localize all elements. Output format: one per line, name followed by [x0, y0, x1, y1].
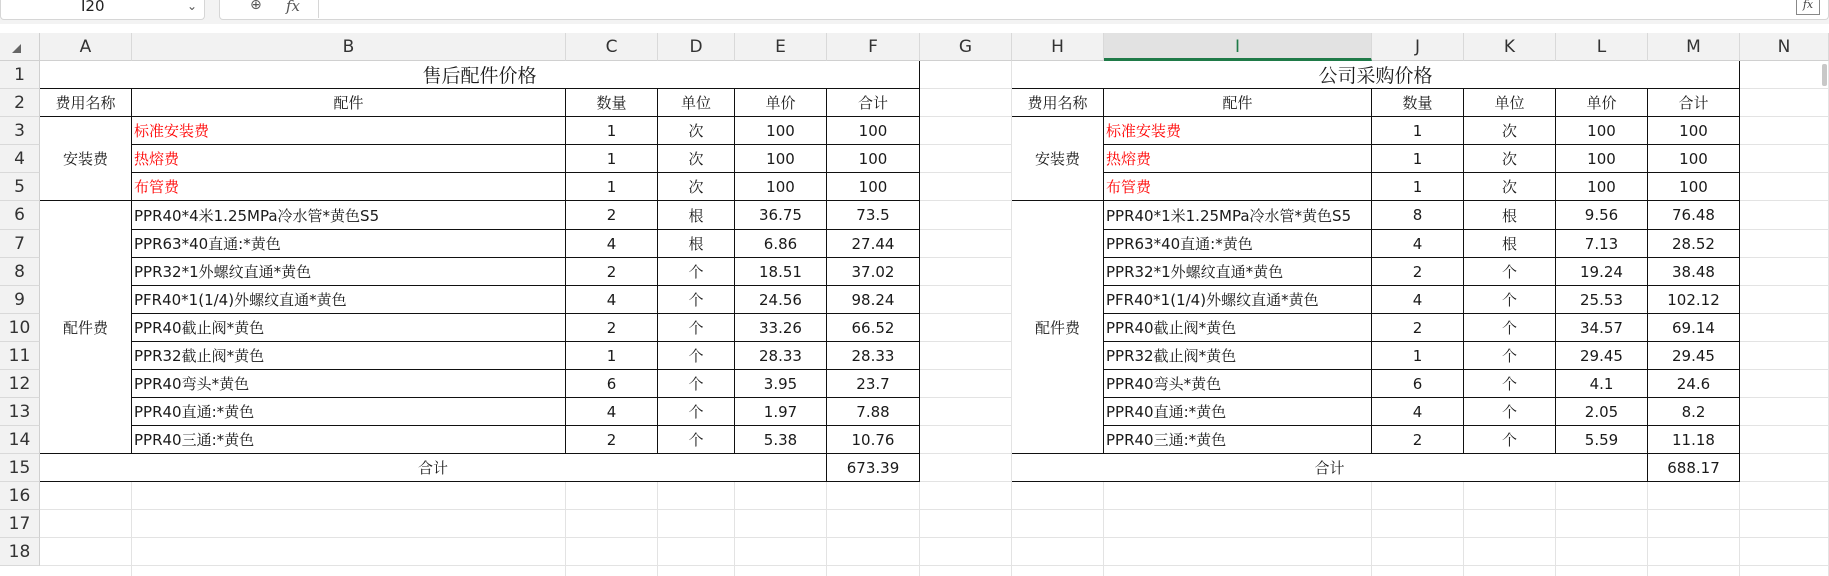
- item-unit: 次: [1464, 145, 1556, 173]
- item-qty: 8: [1372, 201, 1464, 230]
- item-qty: 2: [566, 201, 658, 230]
- item-name: PPR40三通:*黄色: [132, 426, 566, 454]
- item-qty: 1: [1372, 117, 1464, 145]
- item-price: 7.13: [1556, 230, 1648, 258]
- item-price: 25.53: [1556, 286, 1648, 314]
- item-unit: 根: [1464, 230, 1556, 258]
- item-name: PPR40三通:*黄色: [1104, 426, 1372, 454]
- item-price: 36.75: [735, 201, 827, 230]
- item-name: PPR40弯头*黄色: [1104, 370, 1372, 398]
- row-header-17[interactable]: 17: [0, 510, 40, 538]
- item-total: 11.18: [1648, 426, 1740, 454]
- item-unit: 次: [1464, 173, 1556, 201]
- item-name: PPR63*40直通:*黄色: [1104, 230, 1372, 258]
- zoom-icon[interactable]: ⊕: [250, 0, 262, 13]
- item-qty: 4: [1372, 286, 1464, 314]
- item-unit: 次: [1464, 117, 1556, 145]
- item-qty: 1: [566, 117, 658, 145]
- item-total: 10.76: [827, 426, 920, 454]
- group-label-parts: 配件费: [1012, 201, 1104, 454]
- group-label-install: 安装费: [1012, 117, 1104, 201]
- row-header-15[interactable]: 15: [0, 454, 40, 482]
- sum-value: 673.39: [827, 454, 920, 482]
- item-price: 2.05: [1556, 398, 1648, 426]
- item-total: 24.6: [1648, 370, 1740, 398]
- item-name: 标准安装费: [1104, 117, 1372, 145]
- item-price: 33.26: [735, 314, 827, 342]
- row-header-8[interactable]: 8: [0, 258, 40, 286]
- function-icon[interactable]: fx: [286, 0, 301, 15]
- row-header-18[interactable]: 18: [0, 538, 40, 566]
- item-unit: 个: [658, 426, 735, 454]
- item-qty: 1: [566, 145, 658, 173]
- chevron-down-icon[interactable]: ⌄: [187, 0, 198, 13]
- item-price: 100: [735, 145, 827, 173]
- item-price: 19.24: [1556, 258, 1648, 286]
- item-qty: 1: [1372, 342, 1464, 370]
- item-name: PPR32*1外螺纹直通*黄色: [1104, 258, 1372, 286]
- column-heading: 单位: [1464, 89, 1556, 117]
- column-header-l[interactable]: L: [1556, 33, 1648, 61]
- item-unit: 个: [658, 398, 735, 426]
- table-title: 公司采购价格: [1012, 61, 1740, 89]
- row-header-5[interactable]: 5: [0, 173, 40, 201]
- row-header-2[interactable]: 2: [0, 89, 40, 117]
- row-header-12[interactable]: 12: [0, 370, 40, 398]
- row-header-7[interactable]: 7: [0, 230, 40, 258]
- item-qty: 2: [1372, 314, 1464, 342]
- item-total: 100: [827, 145, 920, 173]
- item-price: 6.86: [735, 230, 827, 258]
- item-unit: 个: [658, 370, 735, 398]
- item-total: 102.12: [1648, 286, 1740, 314]
- item-total: 28.33: [827, 342, 920, 370]
- item-total: 100: [1648, 173, 1740, 201]
- item-name: PPR40弯头*黄色: [132, 370, 566, 398]
- row-header-11[interactable]: 11: [0, 342, 40, 370]
- item-qty: 4: [566, 286, 658, 314]
- item-name: PPR63*40直通:*黄色: [132, 230, 566, 258]
- item-unit: 根: [1464, 201, 1556, 230]
- item-price: 9.56: [1556, 201, 1648, 230]
- item-unit: 根: [658, 230, 735, 258]
- row-header-1[interactable]: 1: [0, 61, 40, 89]
- name-box-value: I20: [81, 0, 105, 15]
- item-total: 98.24: [827, 286, 920, 314]
- item-name: PPR40截止阀*黄色: [132, 314, 566, 342]
- group-label-parts: 配件费: [40, 201, 132, 454]
- item-price: 5.59: [1556, 426, 1648, 454]
- sum-label: 合计: [1012, 454, 1648, 482]
- item-total: 76.48: [1648, 201, 1740, 230]
- item-price: 34.57: [1556, 314, 1648, 342]
- item-total: 100: [1648, 117, 1740, 145]
- item-qty: 6: [1372, 370, 1464, 398]
- item-unit: 个: [658, 314, 735, 342]
- item-unit: 次: [658, 145, 735, 173]
- sum-value: 688.17: [1648, 454, 1740, 482]
- column-header-c[interactable]: C: [566, 33, 658, 61]
- item-name: PPR32截止阀*黄色: [132, 342, 566, 370]
- gridline-h: [40, 565, 1829, 566]
- item-price: 100: [1556, 117, 1648, 145]
- column-heading: 单位: [658, 89, 735, 117]
- item-total: 100: [1648, 145, 1740, 173]
- item-name: PPR40直通:*黄色: [1104, 398, 1372, 426]
- item-price: 29.45: [1556, 342, 1648, 370]
- column-header-m[interactable]: M: [1648, 33, 1740, 61]
- item-total: 23.7: [827, 370, 920, 398]
- column-header-b[interactable]: B: [132, 33, 566, 61]
- column-heading: 合计: [1648, 89, 1740, 117]
- column-heading: 数量: [566, 89, 658, 117]
- table-title: 售后配件价格: [40, 61, 920, 89]
- item-total: 38.48: [1648, 258, 1740, 286]
- column-header-h[interactable]: H: [1012, 33, 1104, 61]
- item-name: PPR32截止阀*黄色: [1104, 342, 1372, 370]
- item-unit: 次: [658, 117, 735, 145]
- row-header-3[interactable]: 3: [0, 117, 40, 145]
- item-qty: 2: [566, 426, 658, 454]
- row-header-9[interactable]: 9: [0, 286, 40, 314]
- item-total: 100: [827, 173, 920, 201]
- column-heading: 单价: [735, 89, 827, 117]
- gridline-h: [40, 537, 1829, 538]
- column-header-a[interactable]: A: [40, 33, 132, 61]
- item-qty: 1: [566, 342, 658, 370]
- item-total: 28.52: [1648, 230, 1740, 258]
- item-qty: 4: [1372, 398, 1464, 426]
- row-header-6[interactable]: 6: [0, 201, 40, 230]
- row-header-4[interactable]: 4: [0, 145, 40, 173]
- row-header-16[interactable]: 16: [0, 482, 40, 510]
- item-unit: 根: [658, 201, 735, 230]
- vertical-scrollbar[interactable]: [1822, 64, 1827, 86]
- item-qty: 4: [1372, 230, 1464, 258]
- select-all-icon: [12, 44, 21, 53]
- item-name: PPR40直通:*黄色: [132, 398, 566, 426]
- column-heading: 配件: [132, 89, 566, 117]
- item-total: 7.88: [827, 398, 920, 426]
- item-qty: 1: [566, 173, 658, 201]
- item-qty: 1: [1372, 173, 1464, 201]
- item-price: 100: [735, 117, 827, 145]
- item-name: PPR40*1米1.25MPa冷水管*黄色S5: [1104, 201, 1372, 230]
- item-total: 37.02: [827, 258, 920, 286]
- item-price: 5.38: [735, 426, 827, 454]
- item-price: 3.95: [735, 370, 827, 398]
- item-name: 标准安装费: [132, 117, 566, 145]
- item-unit: 个: [658, 342, 735, 370]
- item-qty: 6: [566, 370, 658, 398]
- item-name: PFR40*1(1/4)外螺纹直通*黄色: [132, 286, 566, 314]
- item-unit: 个: [1464, 426, 1556, 454]
- item-unit: 个: [1464, 286, 1556, 314]
- item-unit: 个: [1464, 258, 1556, 286]
- item-qty: 2: [566, 314, 658, 342]
- item-name: PPR40截止阀*黄色: [1104, 314, 1372, 342]
- item-name: 布管费: [132, 173, 566, 201]
- item-total: 73.5: [827, 201, 920, 230]
- item-name: PFR40*1(1/4)外螺纹直通*黄色: [1104, 286, 1372, 314]
- column-header-e[interactable]: E: [735, 33, 827, 61]
- select-all-corner[interactable]: [0, 33, 40, 61]
- gridline-h: [40, 509, 1829, 510]
- column-header-k[interactable]: K: [1464, 33, 1556, 61]
- group-label-install: 安装费: [40, 117, 132, 201]
- item-unit: 个: [1464, 314, 1556, 342]
- item-name: PPR32*1外螺纹直通*黄色: [132, 258, 566, 286]
- item-qty: 2: [1372, 258, 1464, 286]
- item-qty: 4: [566, 398, 658, 426]
- item-unit: 个: [1464, 370, 1556, 398]
- item-price: 28.33: [735, 342, 827, 370]
- item-total: 27.44: [827, 230, 920, 258]
- item-qty: 1: [1372, 145, 1464, 173]
- item-qty: 2: [1372, 426, 1464, 454]
- item-total: 100: [827, 117, 920, 145]
- item-name: 布管费: [1104, 173, 1372, 201]
- column-header-i[interactable]: I: [1104, 33, 1372, 61]
- item-unit: 个: [658, 258, 735, 286]
- column-header-j[interactable]: J: [1372, 33, 1464, 61]
- item-price: 24.56: [735, 286, 827, 314]
- item-price: 100: [1556, 173, 1648, 201]
- item-total: 66.52: [827, 314, 920, 342]
- item-name: PPR40*4米1.25MPa冷水管*黄色S5: [132, 201, 566, 230]
- item-unit: 个: [658, 286, 735, 314]
- item-price: 18.51: [735, 258, 827, 286]
- row-header-14[interactable]: 14: [0, 426, 40, 454]
- item-total: 29.45: [1648, 342, 1740, 370]
- expand-formula-icon[interactable]: fx: [1796, 0, 1820, 15]
- item-total: 8.2: [1648, 398, 1740, 426]
- column-heading: 费用名称: [40, 89, 132, 117]
- item-name: 热熔费: [132, 145, 566, 173]
- column-heading: 费用名称: [1012, 89, 1104, 117]
- column-header-g[interactable]: G: [920, 33, 1012, 61]
- row-header-10[interactable]: 10: [0, 314, 40, 342]
- row-header-13[interactable]: 13: [0, 398, 40, 426]
- item-qty: 2: [566, 258, 658, 286]
- item-price: 1.97: [735, 398, 827, 426]
- column-header-d[interactable]: D: [658, 33, 735, 61]
- item-qty: 4: [566, 230, 658, 258]
- column-heading: 合计: [827, 89, 920, 117]
- column-heading: 数量: [1372, 89, 1464, 117]
- item-name: 热熔费: [1104, 145, 1372, 173]
- column-header-n[interactable]: N: [1740, 33, 1829, 61]
- item-price: 100: [735, 173, 827, 201]
- item-price: 100: [1556, 145, 1648, 173]
- column-header-f[interactable]: F: [827, 33, 920, 61]
- item-unit: 个: [1464, 398, 1556, 426]
- item-price: 4.1: [1556, 370, 1648, 398]
- item-total: 69.14: [1648, 314, 1740, 342]
- column-heading: 单价: [1556, 89, 1648, 117]
- sum-label: 合计: [40, 454, 827, 482]
- column-heading: 配件: [1104, 89, 1372, 117]
- item-unit: 个: [1464, 342, 1556, 370]
- item-unit: 次: [658, 173, 735, 201]
